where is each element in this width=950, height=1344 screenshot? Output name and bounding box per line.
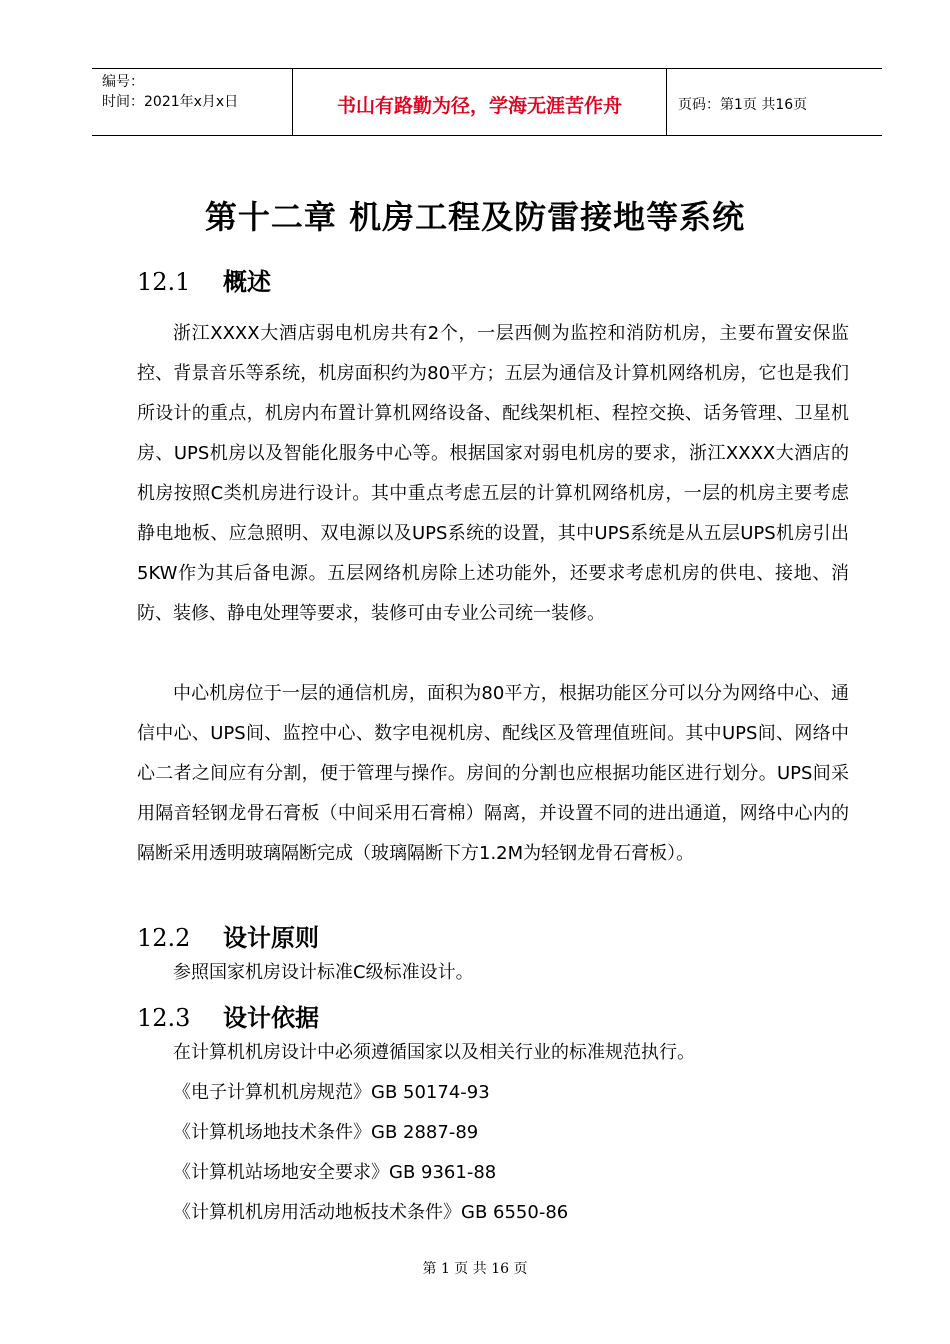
page-footer: 第 1 页 共 16 页	[422, 1261, 528, 1277]
standard-item: 《电子计算机机房规范》GB 50174-93	[173, 1082, 490, 1103]
section-title: 概述	[223, 268, 271, 296]
header-page-code: 页码：第1页 共16页	[678, 97, 808, 113]
section-heading-overview	[137, 262, 271, 297]
chapter-title: 第十二章 机房工程及防雷接地等系统	[204, 198, 746, 236]
header-info-cell	[92, 69, 292, 135]
page-header	[92, 68, 882, 136]
section-title: 设计原则	[223, 924, 319, 952]
section-number: 12.3	[137, 1004, 191, 1032]
header-motto-cell	[292, 69, 667, 135]
header-page-cell	[666, 69, 882, 135]
standard-item: 《计算机机房用活动地板技术条件》GB 6550-86	[173, 1202, 569, 1223]
section-number: 12.2	[137, 924, 191, 952]
basis-intro: 在计算机机房设计中必须遵循国家以及相关行业的标准规范执行。	[173, 1042, 695, 1063]
section-number: 12.1	[137, 268, 191, 296]
document-time-label: 时间：2021年x月x日	[102, 94, 239, 110]
overview-paragraph: 浙江XXXX大酒店弱电机房共有2个，一层西侧为监控和消防机房，主要布置安保监控、背景音乐等系统，机房面积约为80平方；五层为通信及计算机网络机房，它也是我们所设计的重点，机房内布置计算机网络设备、配线架机柜、程控交换、话务管理、卫星机房、UPS机房以及智能化服务中心等。根据国家对弱电机房的要求，浙江XXXX大酒店的机房按照C类机房进行设计。其中重点考虑五层的计算机网络机房，一层的机房主要考虑静电地板、应急照明、双电源以及UPS系统的设置，其中UPS系统是从五层UPS机房引出5KW作为其后备电源。五层网络机房除上述功能外，还要求考虑机房的供电、接地、消防、装修、静电处理等要求，装修可由专业公司统一装修。	[137, 323, 849, 624]
header-motto: 书山有路勤为径，学海无涯苦作舟	[336, 95, 622, 117]
principle-text: 参照国家机房设计标准C级标准设计。	[173, 962, 474, 983]
standard-item: 《计算机场地技术条件》GB 2887-89	[173, 1122, 479, 1143]
overview-paragraph: 中心机房位于一层的通信机房，面积为80平方，根据功能区分可以分为网络中心、通信中心、UPS间、监控中心、数字电视机房、配线区及管理值班间。其中UPS间、网络中心二者之间应有分割，便于管理与操作。房间的分割也应根据功能区进行划分。UPS间采用隔音轻钢龙骨石膏板（中间采用石膏棉）隔离，并设置不同的进出通道，网络中心内的隔断采用透明玻璃隔断完成（玻璃隔断下方1.2M为轻钢龙骨石膏板）。	[137, 683, 849, 864]
standard-item: 《计算机站场地安全要求》GB 9361-88	[173, 1162, 497, 1183]
document-number-label: 编号：	[102, 74, 144, 90]
section-heading-basis	[137, 998, 319, 1033]
section-title: 设计依据	[223, 1004, 319, 1032]
section-heading-principle	[137, 918, 319, 953]
